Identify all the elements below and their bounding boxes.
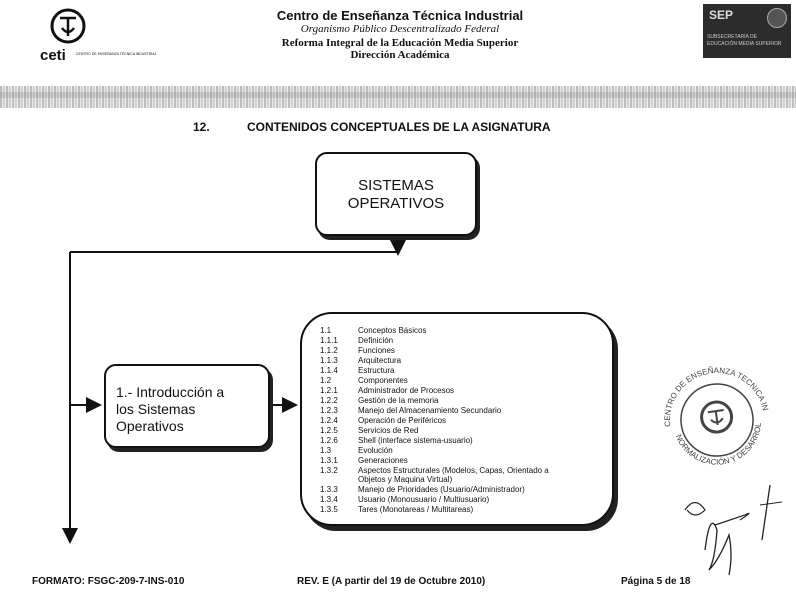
- institution-title: Centro de Enseñanza Técnica Industrial: [276, 8, 524, 23]
- subject-box-text: [317, 177, 475, 213]
- section-title: CONTENIDOS CONCEPTUALES DE LA ASIGNATURA: [247, 120, 551, 134]
- section-number: 12.: [193, 120, 210, 134]
- subject-box: [315, 152, 477, 236]
- institution-seal: [643, 355, 782, 485]
- subject-line-1: SISTEMAS: [358, 177, 434, 194]
- seal-bottom-text: NORMALIZACIÓN Y DESARROLLO CURRICULAR: [643, 357, 764, 467]
- institution-subtitle: Organismo Público Descentralizado Federal: [300, 23, 500, 35]
- unit-box-text: [116, 384, 268, 435]
- unit-box: [104, 364, 270, 448]
- seal-top-text: CENTRO DE ENSEÑANZA TECNICA INDUSTRIAL: [643, 357, 771, 428]
- unit-line-3: Operativos: [116, 418, 184, 434]
- direccion-title: Dirección Académica: [350, 49, 450, 61]
- subject-line-2: OPERATIVOS: [347, 195, 445, 212]
- footer-formato: FORMATO: FSGC-209-7-INS-010: [32, 576, 185, 587]
- handwritten-signature: [675, 480, 795, 590]
- sep-label: SEP: [709, 8, 734, 22]
- logo-small-text: CENTRO DE ENSEÑANZA TÉCNICA INDUSTRIAL: [76, 52, 157, 56]
- contents-box: 1.1 Conceptos Básicos 1.1.1 Definición 1.1.2 Funciones 1.1.3 Arquitectura 1.1.4 Estructura 1.2 Componentes 1.2.1 Administrador de Procesos 1.2.2 Gestión de la memoria 1.2.3 Manejo del Almacenamiento Secundario 1.2.4 Operación de Periféricos 1.2.5 Servicios de Red 1.2.6 Shell (interface sistema-usuario) 1.3 Evolución 1.3.1 Generaciones 1.3.2 Aspectos Estructurales (Modelos, Capas, Orientado a Objetos y Maquina Virtual) 1.3.3 Manejo de Prioridades (Usuario/Administrador) 1.3.4 Usuario (Monousuario / Multiusuario) 1.3.5 Tares (Monotareas / Multitareas): [300, 312, 614, 526]
- reform-title: Reforma Integral de la Educación Media Superior: [281, 37, 519, 49]
- unit-line-2: los Sistemas: [116, 401, 196, 417]
- footer-page-number: Página 5 de 18: [621, 576, 691, 587]
- logo-wordmark: ceti: [40, 47, 66, 64]
- sep-small: SUBSECRETARÍA DE EDUCACIÓN MEDIA SUPERIOR: [707, 34, 782, 47]
- unit-line-1: 1.- Introducción a: [116, 384, 225, 400]
- footer-revision: REV. E (A partir del 19 de Octubre 2010): [297, 576, 486, 587]
